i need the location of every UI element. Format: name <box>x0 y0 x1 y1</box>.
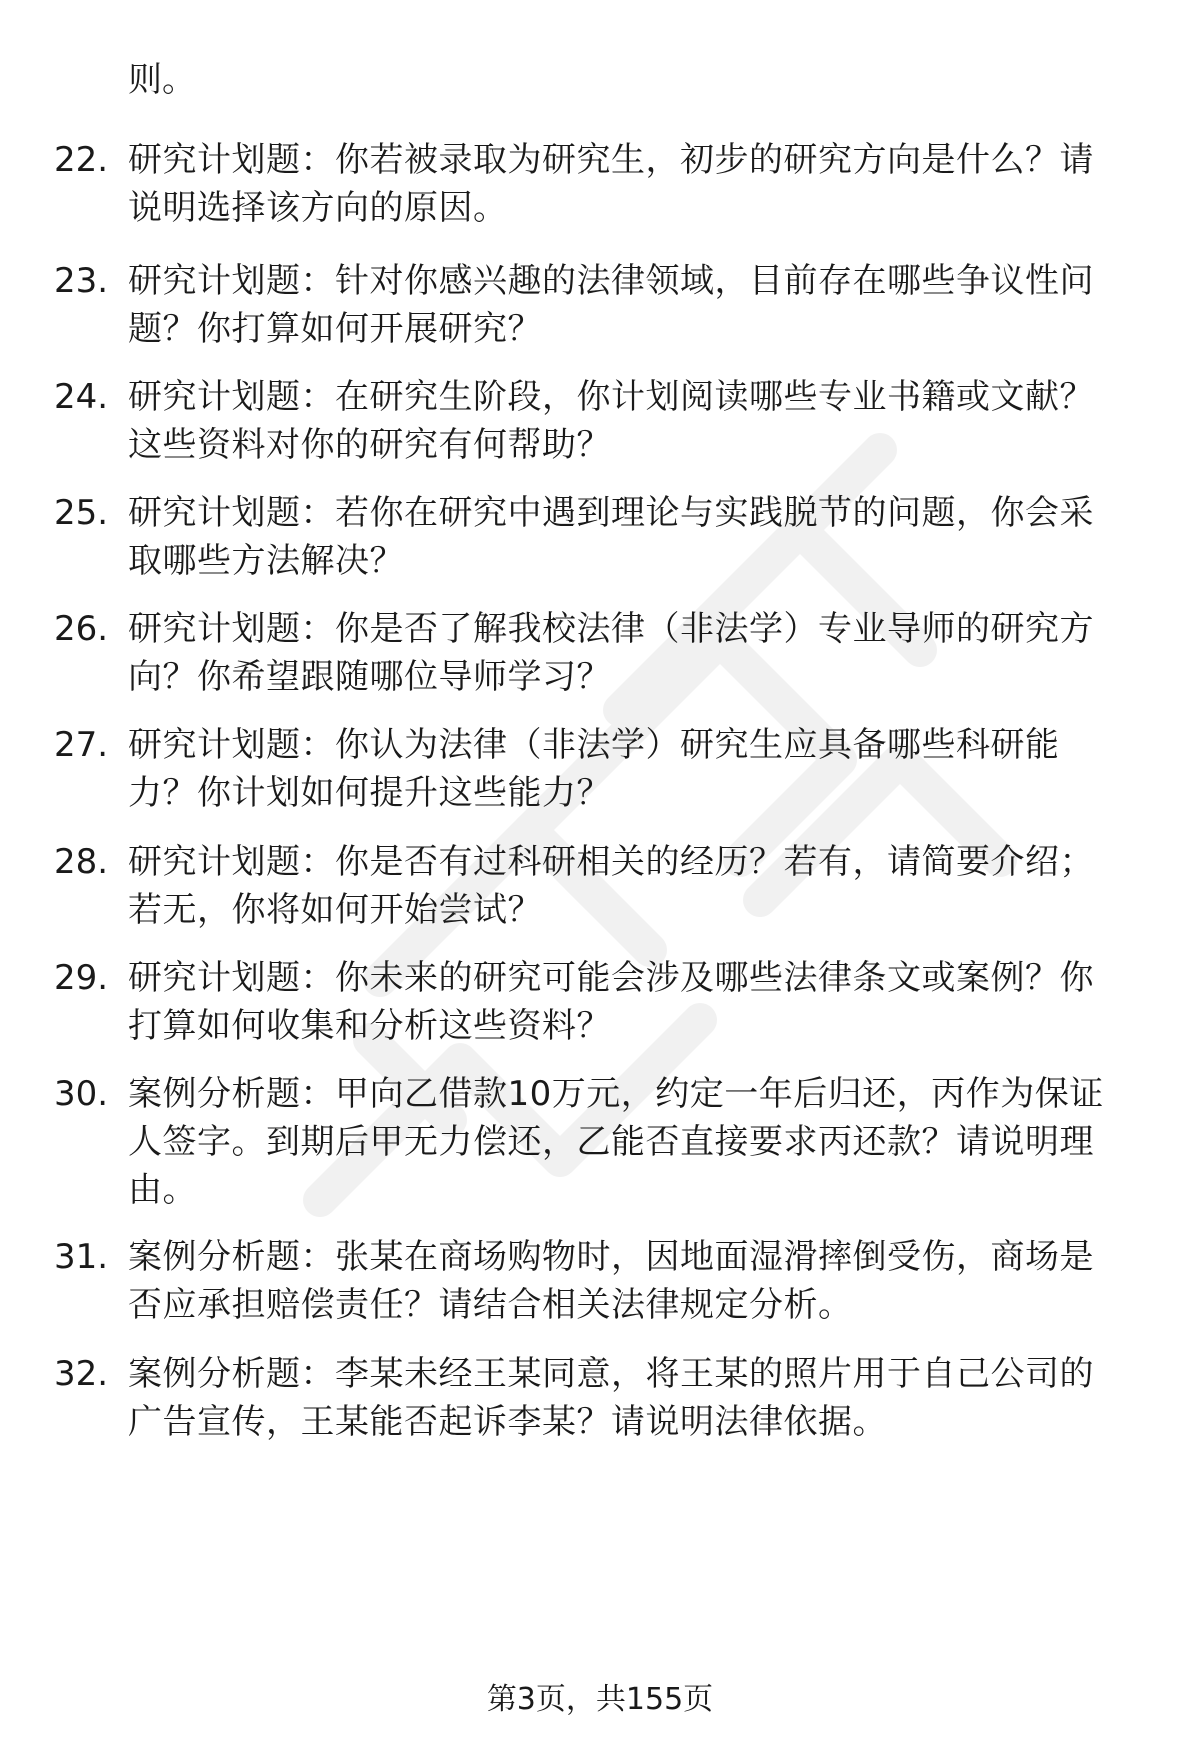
question-number: 22. <box>54 140 109 180</box>
question-text-line: 研究计划题：针对你感兴趣的法律领域，目前存在哪些争议性问 <box>128 261 1094 301</box>
question-text <box>128 954 1148 1050</box>
continuation-text: 则。 <box>128 60 196 100</box>
question-text-line: 研究计划题：你是否了解我校法律（非法学）专业导师的研究方 <box>128 609 1094 649</box>
question-text-line: 向？你希望跟随哪位导师学习？ <box>128 657 611 697</box>
question-text <box>128 838 1148 934</box>
question-number: 29. <box>54 958 109 998</box>
question-text-line: 由。 <box>128 1170 197 1210</box>
question-text-line: 力？你计划如何提升这些能力？ <box>128 773 611 813</box>
question-text-line: 若无，你将如何开始尝试？ <box>128 890 542 930</box>
question-text-line: 研究计划题：你是否有过科研相关的经历？若有，请简要介绍； <box>128 842 1094 882</box>
question-number: 25. <box>54 493 109 533</box>
question-number: 24. <box>54 377 109 417</box>
question-text-line: 广告宣传，王某能否起诉李某？请说明法律依据。 <box>128 1402 887 1442</box>
question-text-line: 研究计划题：你未来的研究可能会涉及哪些法律条文或案例？你 <box>128 958 1094 998</box>
question-text <box>128 1350 1148 1446</box>
question-text <box>128 1070 1148 1214</box>
question-text-line: 研究计划题：在研究生阶段，你计划阅读哪些专业书籍或文献？ <box>128 377 1094 417</box>
question-text <box>128 721 1148 817</box>
question-number: 27. <box>54 725 109 765</box>
question-text <box>128 489 1148 585</box>
question-text <box>128 1233 1148 1329</box>
question-text-line: 题？你打算如何开展研究？ <box>128 309 542 349</box>
question-text-line: 案例分析题：李某未经王某同意，将王某的照片用于自己公司的 <box>128 1354 1094 1394</box>
question-number: 23. <box>54 261 109 301</box>
question-text-line: 打算如何收集和分析这些资料？ <box>128 1006 611 1046</box>
question-text <box>128 605 1148 701</box>
question-number: 32. <box>54 1354 109 1394</box>
question-text-line: 研究计划题：若你在研究中遇到理论与实践脱节的问题，你会采 <box>128 493 1094 533</box>
question-number: 30. <box>54 1074 109 1114</box>
question-text <box>128 136 1148 232</box>
question-number: 31. <box>54 1237 109 1277</box>
question-number: 26. <box>54 609 109 649</box>
question-text-line: 这些资料对你的研究有何帮助？ <box>128 425 611 465</box>
question-text <box>128 257 1148 353</box>
page-footer: 第3页，共155页 <box>486 1682 714 1717</box>
question-text-line: 取哪些方法解决？ <box>128 541 404 581</box>
question-number: 28. <box>54 842 109 882</box>
question-text-line: 否应承担赔偿责任？请结合相关法律规定分析。 <box>128 1285 853 1325</box>
question-text-line: 案例分析题：甲向乙借款10万元，约定一年后归还，丙作为保证 <box>128 1074 1104 1114</box>
question-text-line: 案例分析题：张某在商场购物时，因地面湿滑摔倒受伤，商场是 <box>128 1237 1094 1277</box>
question-text-line: 研究计划题：你认为法律（非法学）研究生应具备哪些科研能 <box>128 725 1060 765</box>
question-text-line: 研究计划题：你若被录取为研究生，初步的研究方向是什么？请 <box>128 140 1094 180</box>
question-text-line: 人签字。到期后甲无力偿还，乙能否直接要求丙还款？请说明理 <box>128 1122 1094 1162</box>
question-text <box>128 373 1148 469</box>
question-text-line: 说明选择该方向的原因。 <box>128 188 508 228</box>
